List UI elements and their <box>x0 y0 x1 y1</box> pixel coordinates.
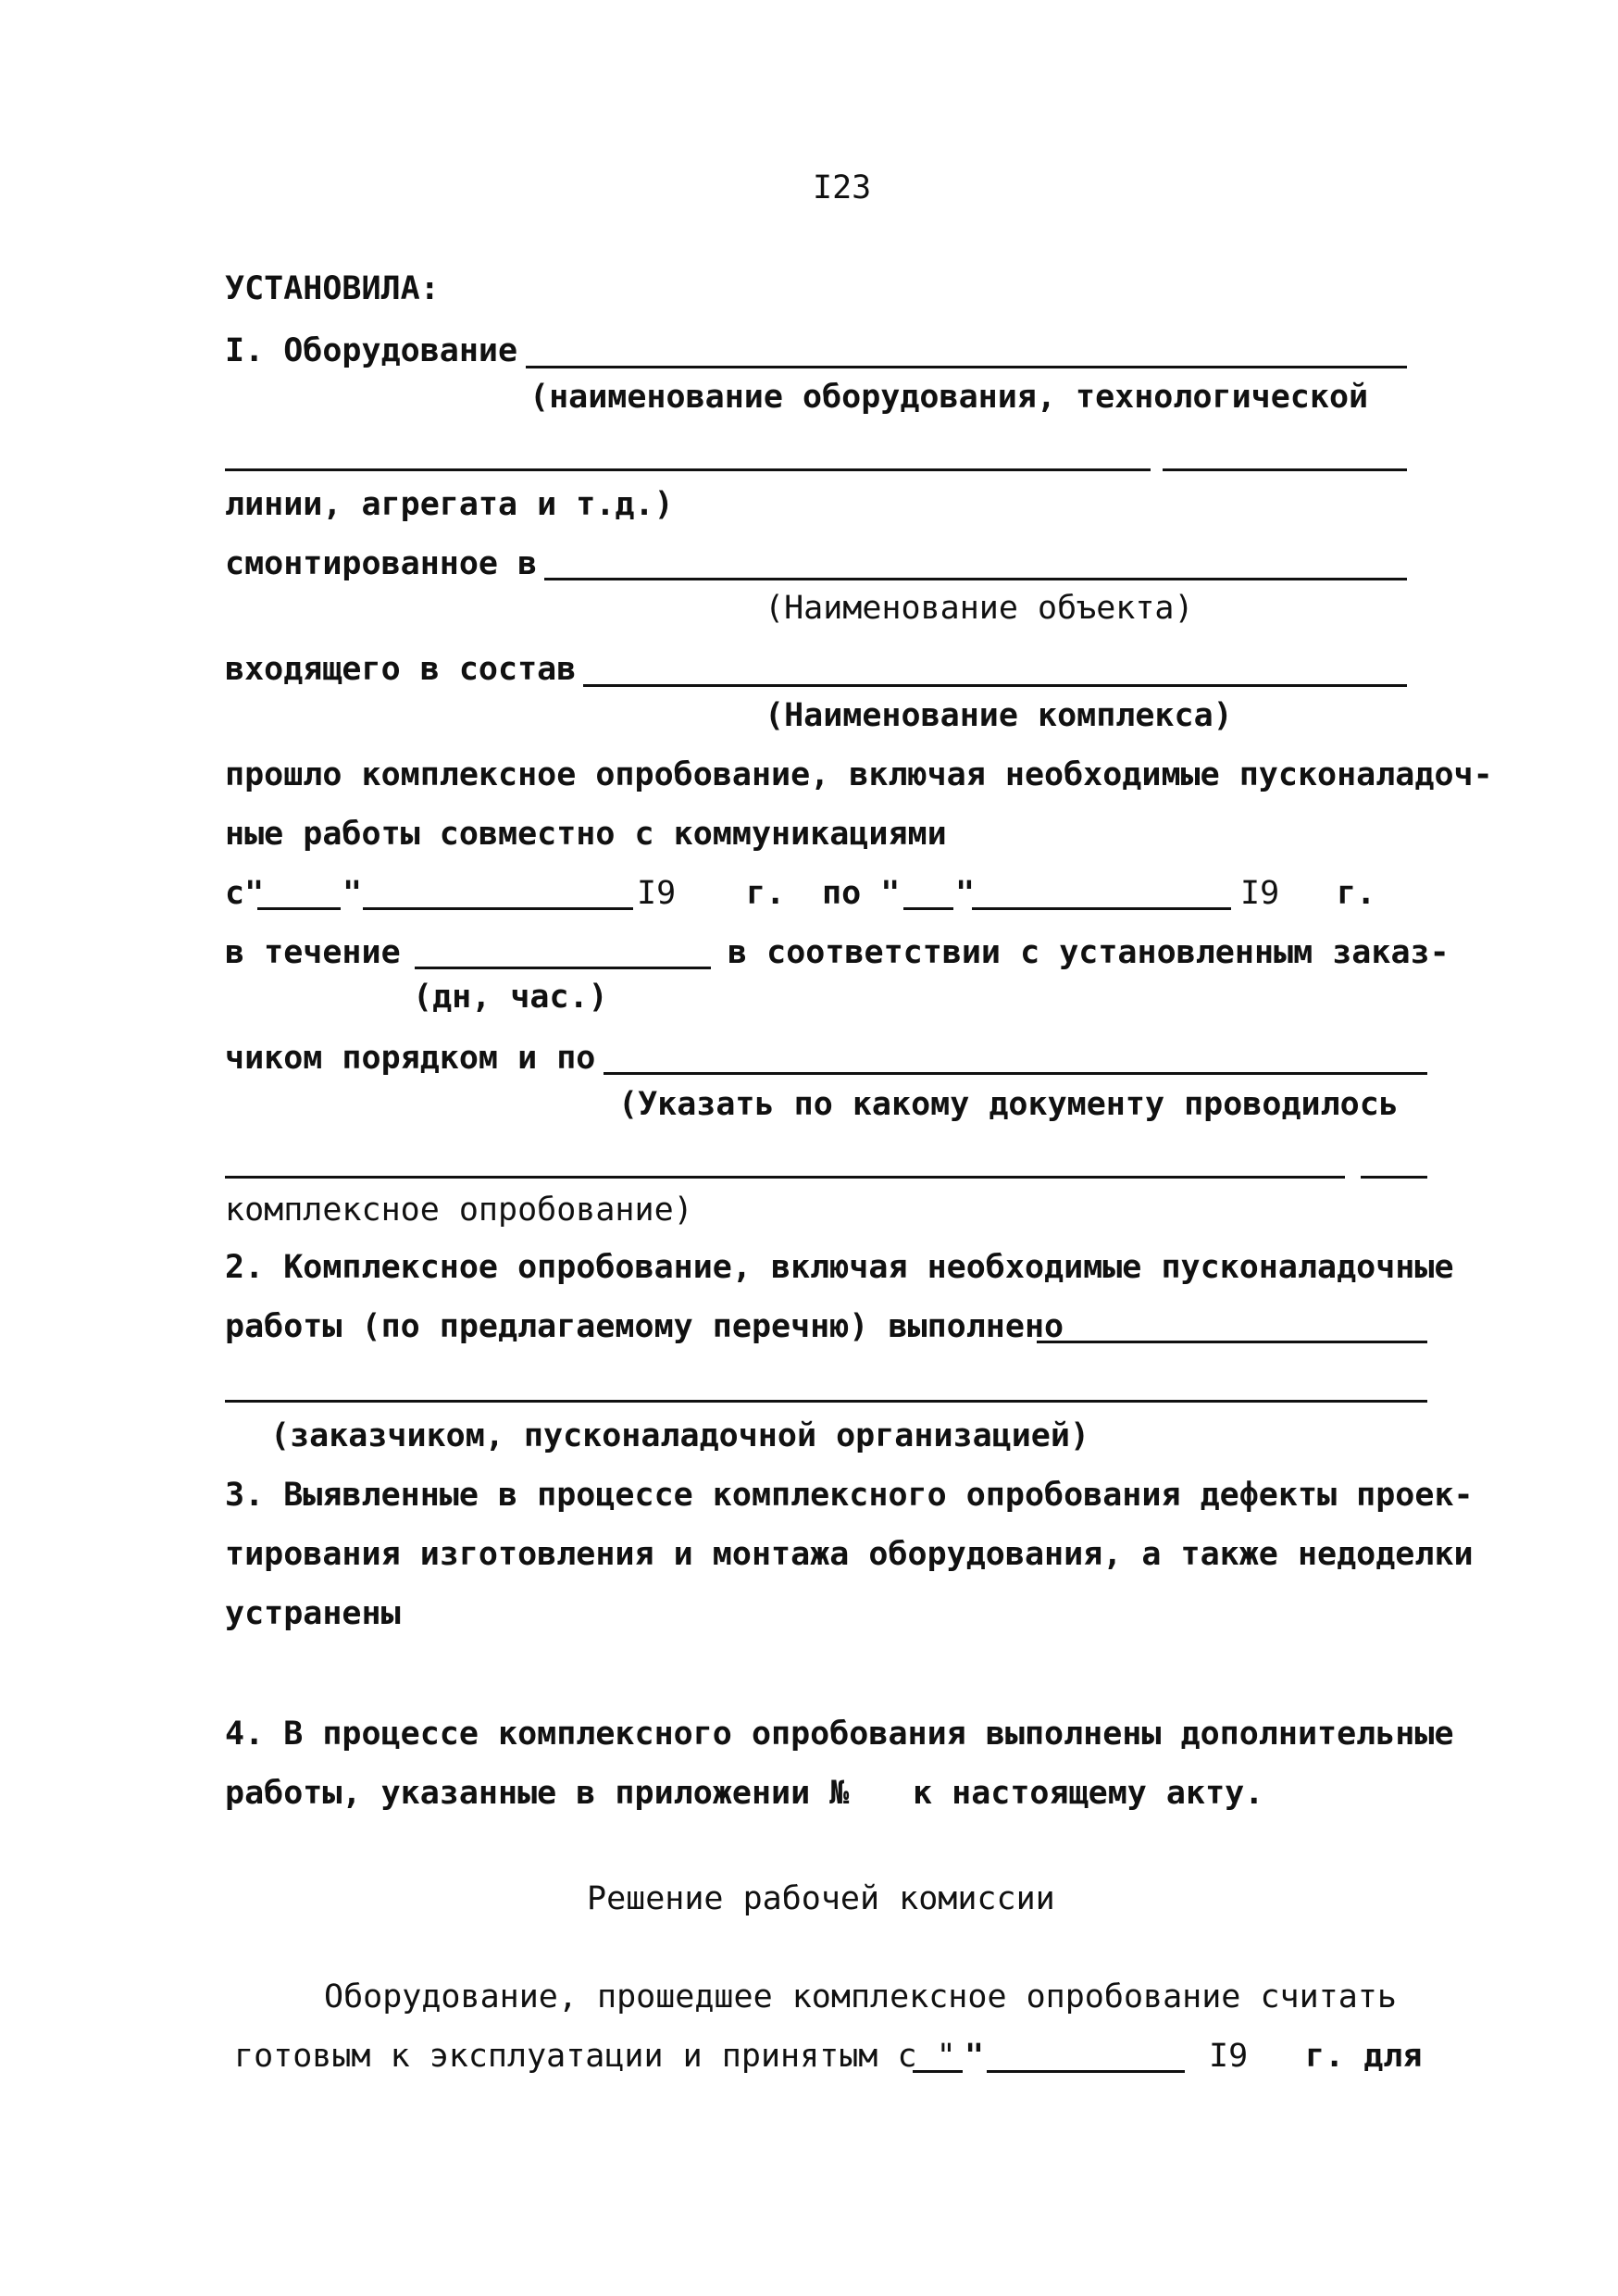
item4-line1: 4. В процессе комплексного опробования выполнены дополнительные <box>225 1716 1454 1753</box>
year-to: I9 <box>1240 875 1280 912</box>
complex-line[interactable] <box>583 684 1407 687</box>
part-of-label: входящего в состав <box>225 651 577 688</box>
item4-line2-a: работы, указанные в приложении № <box>225 1775 850 1812</box>
g-from: г. <box>746 875 786 912</box>
accept-quote-close: " <box>965 2038 985 2075</box>
accept-month-line[interactable] <box>987 2070 1185 2073</box>
according-label: в соответствии с установленным заказ- <box>728 934 1450 971</box>
from-quote: с" <box>225 875 265 912</box>
item2-line2: работы (по предлагаемому перечню) выполнено <box>225 1308 1064 1345</box>
decision-line2-a: готовым к эксплуатации и принятым с " <box>234 2038 956 2075</box>
page-number: I23 <box>813 169 872 206</box>
during-label: в течение <box>225 934 401 971</box>
equipment-hint-2: линии, агрегата и т.д.) <box>225 486 674 523</box>
document-hint: (Указать по какому документу проводилось <box>618 1086 1399 1123</box>
year-from: I9 <box>637 875 677 912</box>
accept-day-line[interactable] <box>913 2070 963 2073</box>
section-heading: УСТАНОВИЛА: <box>225 270 440 307</box>
from-month-line[interactable] <box>363 907 633 910</box>
passed-line2: ные работы совместно с коммуникациями <box>225 816 947 853</box>
duration-hint: (дн, час.) <box>413 979 608 1016</box>
to-label: по " <box>822 875 901 912</box>
order-label: чиком порядком и по <box>225 1040 596 1077</box>
to-day-line[interactable] <box>903 907 953 910</box>
object-line[interactable] <box>544 578 1407 580</box>
document-line-2[interactable] <box>225 1176 1345 1179</box>
equipment-line[interactable] <box>526 366 1407 368</box>
item3-line2: тирования изготовления и монтажа оборудования, а также недоделки <box>225 1536 1474 1573</box>
decision-for: г. для <box>1305 2038 1423 2075</box>
item1-label: I. Оборудование <box>225 332 518 369</box>
to-month-line[interactable] <box>972 907 1231 910</box>
accept-year: I9 <box>1209 2038 1249 2075</box>
complex-hint: (Наименование комплекса) <box>765 697 1233 734</box>
duration-line[interactable] <box>415 967 711 969</box>
object-hint: (Наименование объекта) <box>765 590 1194 627</box>
from-day-line[interactable] <box>257 907 341 910</box>
from-quote-close: " <box>342 875 363 912</box>
item4-line2-b: к настоящему акту. <box>913 1775 1264 1812</box>
document-line[interactable] <box>604 1072 1427 1075</box>
equipment-line-2[interactable] <box>225 468 1151 471</box>
to-quote-close: " <box>955 875 976 912</box>
decision-line1: Оборудование, прошедшее комплексное опробование считать <box>324 1978 1397 2015</box>
item3-line1: 3. Выявленные в процессе комплексного опробования дефекты проек- <box>225 1477 1474 1514</box>
equipment-hint: (наименование оборудования, технологической <box>529 379 1369 416</box>
equipment-line-2b[interactable] <box>1163 468 1407 471</box>
item2-line1: 2. Комплексное опробование, включая необходимые пусконаладочные <box>225 1249 1454 1286</box>
passed-line1: прошло комплексное опробование, включая необходимые пусконаладоч- <box>225 756 1493 793</box>
mounted-label: смонтированное в <box>225 545 538 582</box>
document-line-2b[interactable] <box>1361 1176 1427 1179</box>
decision-title: Решение рабочей комиссии <box>587 1880 1055 1917</box>
item3-line3: устранены <box>225 1595 401 1632</box>
performer-line[interactable] <box>1037 1341 1427 1343</box>
performer-hint: (заказчиком, пусконаладочной организацией) <box>270 1417 1090 1454</box>
g-to: г. <box>1337 875 1376 912</box>
performer-line-2[interactable] <box>225 1400 1427 1403</box>
document-hint-2: комплексное опробование) <box>225 1192 693 1229</box>
